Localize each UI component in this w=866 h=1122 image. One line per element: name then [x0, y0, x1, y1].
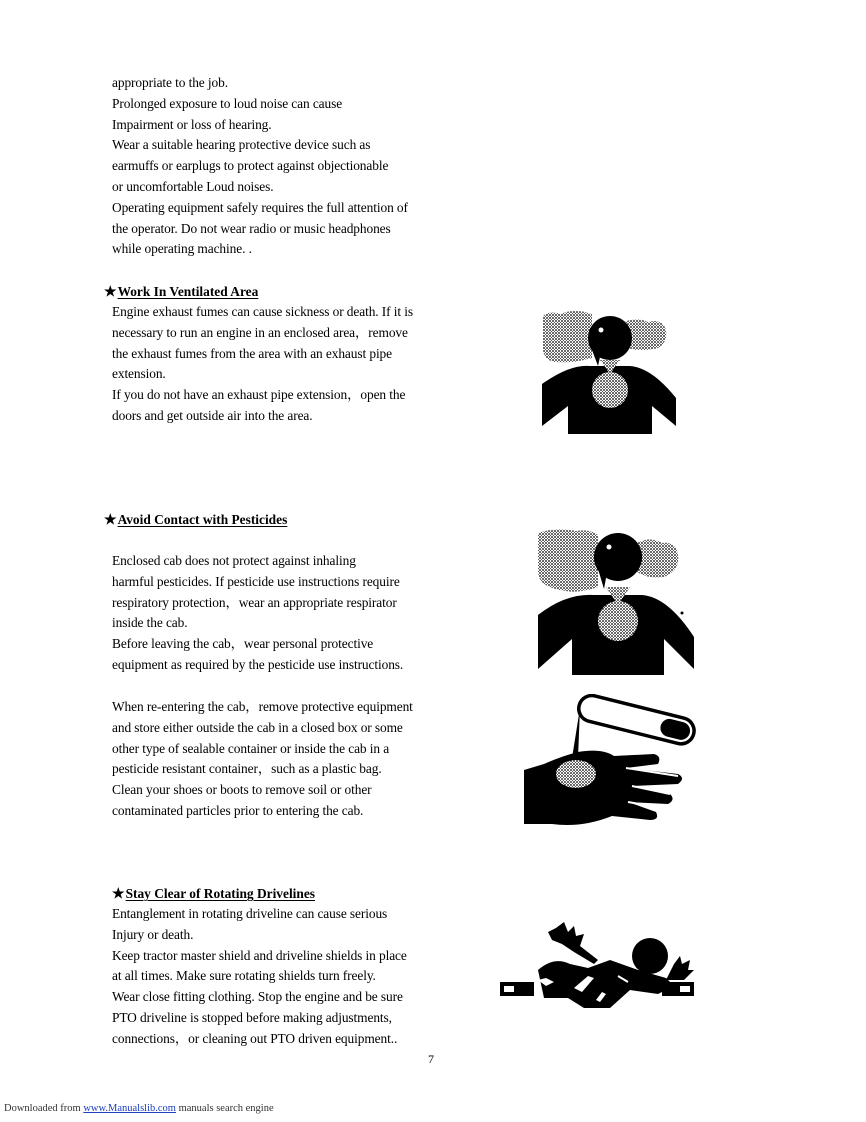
- star-icon: ★: [104, 513, 117, 528]
- body-line: Injury or death.: [112, 926, 194, 942]
- body-line: Wear close fitting clothing. Stop the engine and be sure: [112, 989, 403, 1005]
- section-heading-drivelines: [112, 885, 315, 904]
- body-line: contaminated particles prior to entering the cab.: [112, 802, 364, 818]
- rotating-driveline-entanglement-icon: [498, 920, 696, 1016]
- intro-line: Impairment or loss of hearing.: [112, 116, 272, 132]
- body-line: the exhaust fumes from the area with an exhaust pipe: [112, 345, 392, 361]
- intro-line: while operating machine. .: [112, 241, 252, 257]
- download-footer: [4, 1103, 274, 1114]
- section-title: Work In Ventilated Area: [117, 284, 259, 299]
- intro-line: Operating equipment safely requires the full attention of: [112, 199, 408, 215]
- body-line: necessary to run an engine in an enclosed area，remove: [112, 324, 408, 340]
- body-line: at all times. Make sure rotating shields turn freely.: [112, 968, 376, 984]
- body-line: Clean your shoes or boots to remove soil or other: [112, 782, 372, 798]
- chemical-on-hand-icon: [522, 694, 700, 834]
- footer-suffix: manuals search engine: [175, 1103, 274, 1114]
- section-heading-pesticides: [104, 511, 287, 530]
- section-heading-ventilated: [104, 283, 258, 302]
- intro-line: Prolonged exposure to loud noise can cause: [112, 95, 343, 111]
- intro-line: the operator. Do not wear radio or music headphones: [112, 220, 391, 236]
- page-number: 7: [428, 1052, 434, 1066]
- body-line: harmful pesticides. If pesticide use instructions require: [112, 573, 400, 589]
- body-line: When re-entering the cab，remove protective equipment: [112, 699, 413, 714]
- star-icon: ★: [104, 285, 117, 300]
- body-line: other type of sealable container or inside the cab in a: [112, 740, 390, 756]
- section-body-drivelines: [112, 904, 407, 1050]
- body-line: pesticide resistant container，such as a plastic bag.: [112, 761, 382, 777]
- body-line: equipment as required by the pesticide use instructions.: [112, 656, 404, 672]
- body-line: inside the cab.: [112, 615, 188, 631]
- body-line: doors and get outside air into the area.: [112, 407, 313, 423]
- body-line: Enclosed cab does not protect against inhaling: [112, 553, 356, 568]
- inhaling-pesticides-icon: [536, 527, 696, 675]
- body-line: Keep tractor master shield and driveline shields in place: [112, 947, 407, 963]
- body-line: extension.: [112, 366, 166, 382]
- section-title: Stay Clear of Rotating Drivelines: [125, 886, 315, 901]
- section-body-ventilated: [112, 302, 413, 427]
- body-line: Engine exhaust fumes can cause sickness or death. If it is: [112, 304, 413, 319]
- section-body-pesticides: [112, 551, 403, 676]
- body-line: respiratory protection，wear an appropriate respirator: [112, 594, 397, 610]
- section-title: Avoid Contact with Pesticides: [117, 512, 288, 527]
- intro-line: or uncomfortable Loud noises.: [112, 178, 274, 194]
- body-line: and store either outside the cab in a closed box or some: [112, 719, 403, 735]
- star-icon: ★: [112, 887, 125, 902]
- intro-line: Wear a suitable hearing protective device such as: [112, 137, 371, 153]
- body-line: connections，or cleaning out PTO driven equipment..: [112, 1030, 398, 1046]
- intro-line: appropriate to the job.: [112, 75, 228, 90]
- section-body-pesticides-2: [112, 697, 413, 822]
- footer-prefix: Downloaded from: [4, 1103, 84, 1114]
- manualslib-link[interactable]: www.Manualslib.com: [83, 1103, 176, 1114]
- intro-line: earmuffs or earplugs to protect against objectionable: [112, 158, 389, 174]
- body-line: If you do not have an exhaust pipe extension，open the: [112, 387, 406, 403]
- body-line: Before leaving the cab，wear personal protective: [112, 636, 374, 652]
- exhaust-fumes-icon: [540, 308, 680, 434]
- intro-paragraph: [112, 73, 408, 260]
- body-line: PTO driveline is stopped before making adjustments,: [112, 1009, 392, 1025]
- body-line: Entanglement in rotating driveline can cause serious: [112, 906, 388, 921]
